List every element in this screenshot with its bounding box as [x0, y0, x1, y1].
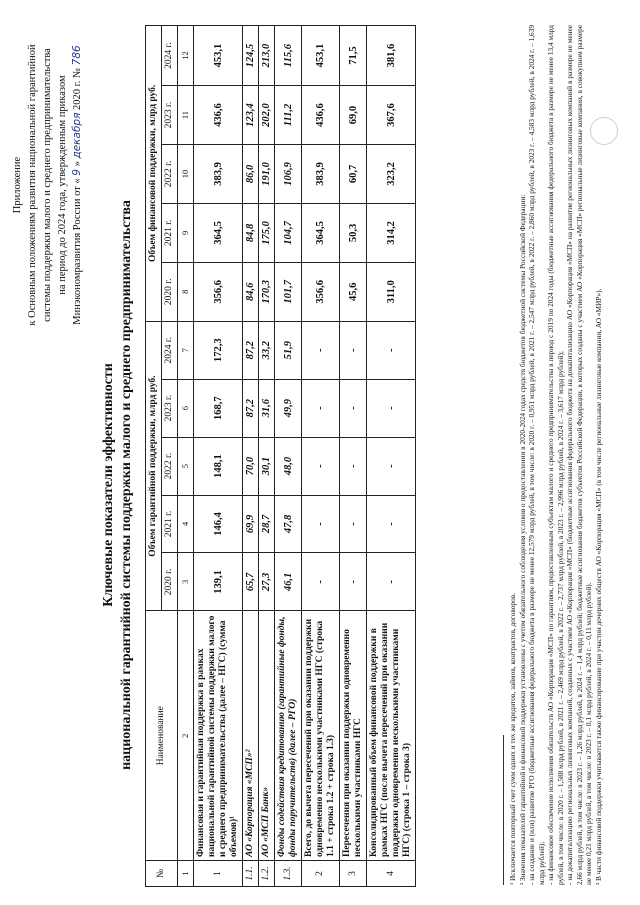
row-name: Всего, до вычета пересечений при оказании поддержки одновременно несколькими участниками НГС (строка 1.1 + строка 1.2 + строка 1.3): [302, 611, 340, 861]
guarantee-value-cell: -: [302, 495, 340, 553]
order-prefix: Минэкономразвития России от «: [72, 178, 83, 325]
financial-value-cell: 124,5: [243, 26, 259, 86]
table-row: [275, 26, 302, 887]
guarantee-value-cell: -: [367, 321, 416, 379]
row-number: 1.1.: [243, 861, 259, 887]
column-number: 1: [178, 861, 194, 887]
title-line-2: национальной гарантийной системы поддержки малого и среднего предпринимательства: [119, 200, 134, 770]
guarantee-value-cell: -: [340, 379, 367, 437]
guarantee-year-header: 2020 г.: [162, 553, 178, 611]
order-day: 9: [71, 169, 83, 176]
guarantee-value-cell: 28,7: [259, 495, 275, 553]
row-number: 3: [340, 861, 367, 887]
guarantee-value-cell: 33,2: [259, 321, 275, 379]
guarantee-value-cell: 146,4: [194, 495, 243, 553]
column-number: 5: [178, 437, 194, 495]
document-title: [100, 105, 136, 865]
row-number: 1: [194, 861, 243, 887]
guarantee-year-header: 2024 г.: [162, 321, 178, 379]
financial-value-cell: 69,0: [340, 86, 367, 145]
footnote-paragraph: - на создание и (или) развитие РГО (бюджетные ассигнования федерального бюджета в размере не менее 12,579 млрд рублей, в том числе: в 2020 г. – 0,951 млрд рублей, в 2021 г. – 2,547 млрд рублей, в 2022 г. – 2,860 млрд рублей, в 2023 г. – 4,583 млрд рублей, в 2024 г. – 1,639 млрд рублей);: [527, 25, 546, 885]
column-number: 12: [178, 26, 194, 86]
order-month: декабря: [71, 112, 83, 159]
column-number: 11: [178, 86, 194, 145]
title-line-1: Ключевые показатели эффективности: [101, 363, 116, 607]
guarantee-value-cell: -: [302, 437, 340, 495]
financial-year-header: 2024 г.: [162, 26, 178, 86]
table-colnum-row: [178, 26, 194, 887]
financial-value-cell: 323,2: [367, 144, 416, 203]
row-name: АО «МСП Банк»: [259, 611, 275, 861]
appendix-line-3: на период до 2024 года, утвержденным приказом: [57, 75, 68, 295]
financial-value-cell: 191,0: [259, 144, 275, 203]
column-number: 6: [178, 379, 194, 437]
guarantee-value-cell: 148,1: [194, 437, 243, 495]
header-financial-group: Объем финансовой поддержки, млрд руб.: [146, 26, 162, 322]
row-name: Фонды содействия кредитованию (гарантийные фонды, фонды поручительств) (далее – РГО): [275, 611, 302, 861]
row-number: 4: [367, 861, 416, 887]
financial-value-cell: 175,0: [259, 203, 275, 262]
table-header-row: [146, 26, 162, 887]
guarantee-value-cell: -: [302, 553, 340, 611]
guarantee-value-cell: -: [340, 321, 367, 379]
table-row: [367, 26, 416, 887]
guarantee-year-header: 2021 г.: [162, 495, 178, 553]
guarantee-value-cell: -: [302, 379, 340, 437]
guarantee-value-cell: 70,0: [243, 437, 259, 495]
appendix-line-1: к Основным положениям развития национальной гарантийной: [27, 44, 38, 326]
table-body: [194, 26, 416, 887]
footnote-paragraph: - на докапитализацию региональных лизинговых компаний, созданных с участием АО «Корпорация «МСП» (бюджетные ассигнования федерального бюджета на докапитализацию АО «Корпорация «МСП» на развитие региональных лизинговых компаний в размере не менее 2,66 млрд рублей, в том числе: в 2023 г. – 1,26 млрд рублей, в 2024 г. – 1,4 млрд рублей; бюджетные ассигнования бюджетов субъектов Российской Федерации, в которых созданы с участием АО «Корпорация «МСП» региональные лизинговые компании, в совокупном размере не менее 0,21 млрд рублей, в том числе: в 2023 г. – 0,1 млрд рублей, в 2024 г. – 0,11 млрд рублей).: [565, 25, 593, 885]
financial-value-cell: 356,6: [194, 262, 243, 321]
guarantee-value-cell: 139,1: [194, 553, 243, 611]
guarantee-year-header: 2023 г.: [162, 379, 178, 437]
row-number: 1.3.: [275, 861, 302, 887]
row-number: 2: [302, 861, 340, 887]
financial-year-header: 2020 г.: [162, 262, 178, 321]
financial-value-cell: 111,2: [275, 86, 302, 145]
guarantee-year-header: 2022 г.: [162, 437, 178, 495]
financial-value-cell: 364,5: [302, 203, 340, 262]
guarantee-value-cell: -: [367, 437, 416, 495]
financial-year-header: 2023 г.: [162, 86, 178, 145]
financial-value-cell: 364,5: [194, 203, 243, 262]
financial-value-cell: 356,6: [302, 262, 340, 321]
header-guarantee-group: Объем гарантийной поддержки, млрд руб.: [146, 321, 162, 611]
guarantee-value-cell: 172,3: [194, 321, 243, 379]
financial-value-cell: 123,4: [243, 86, 259, 145]
financial-value-cell: 84,8: [243, 203, 259, 262]
guarantee-value-cell: -: [367, 553, 416, 611]
financial-value-cell: 86,0: [243, 144, 259, 203]
appendix-line-4: [70, 25, 85, 345]
column-number: 4: [178, 495, 194, 553]
footnote-paragraph: - на финансовое обеспечение исполнения обязательств АО «Корпорация «МСП» по гарантиям, предоставленным субъектам малого и среднего предпринимательства в период с 2019 по 2024 годы (бюджетные ассигнования федерального бюджета в размере не менее 13,4 млрд рублей, в том числе: в 2020 г. – 1,588 млрд рублей, в 2021 г. – 2,469 млрд рублей, в 2022 г. – 2,737 млрд рублей, в 2023 г. – 2,996 млрд рублей, в 2024 г. – 3,617 млрд рублей);: [546, 25, 565, 885]
column-number: 8: [178, 262, 194, 321]
column-number: 3: [178, 553, 194, 611]
financial-value-cell: 314,2: [367, 203, 416, 262]
order-number: 786: [71, 45, 83, 66]
footnote-paragraph: ² Значения показателей гарантийной и финансовой поддержки установлены с учетом обязательного соблюдения условия о предоставлении в 2020-2024 годах средств бюджетов бюджетной системы Российской Федерации:: [517, 194, 527, 885]
row-name: Консолидированный объем финансовой поддержки в рамках НГС (после вычета пересечений при оказании поддержки одновременно несколькими участниками НГС) (строка 1 – строка 3): [367, 611, 416, 861]
table-row: [259, 26, 275, 887]
table-row: [243, 26, 259, 887]
financial-value-cell: 453,1: [194, 26, 243, 86]
footnote-paragraph: ¹ Исключается повторный счет сумм одних и тех же кредитов, займов, контрактов, договоров.: [508, 593, 517, 885]
appendix-line-2: системы поддержки малого и среднего предпринимательства: [42, 48, 53, 322]
row-number: 1.2.: [259, 861, 275, 887]
appendix-header: [10, 25, 85, 345]
column-number: 10: [178, 144, 194, 203]
financial-value-cell: 453,1: [302, 26, 340, 86]
row-name: Пересечения при оказании поддержки одновременно несколькими участниками НГС: [340, 611, 367, 861]
financial-value-cell: 106,9: [275, 144, 302, 203]
guarantee-value-cell: 48,0: [275, 437, 302, 495]
guarantee-value-cell: -: [367, 495, 416, 553]
guarantee-value-cell: 46,1: [275, 553, 302, 611]
financial-value-cell: 115,6: [275, 26, 302, 86]
kpi-table: [145, 25, 416, 887]
guarantee-value-cell: 30,1: [259, 437, 275, 495]
order-mid: »: [72, 161, 83, 167]
guarantee-value-cell: 168,7: [194, 379, 243, 437]
appendix-label: Приложение: [12, 156, 23, 214]
financial-value-cell: 367,6: [367, 86, 416, 145]
column-number: 7: [178, 321, 194, 379]
table-row: [340, 26, 367, 887]
table-row: [194, 26, 243, 887]
financial-value-cell: 436,6: [302, 86, 340, 145]
hole-punch-mark: [590, 117, 618, 145]
order-year-no: 2020 г. №: [72, 67, 83, 110]
financial-year-header: 2021 г.: [162, 203, 178, 262]
footnote-divider: [503, 735, 504, 885]
guarantee-value-cell: -: [340, 437, 367, 495]
header-no: №: [146, 861, 178, 887]
guarantee-value-cell: 65,7: [243, 553, 259, 611]
guarantee-value-cell: -: [367, 379, 416, 437]
guarantee-value-cell: 87,2: [243, 321, 259, 379]
financial-value-cell: 84,6: [243, 262, 259, 321]
financial-value-cell: 311,0: [367, 262, 416, 321]
guarantee-value-cell: 47,8: [275, 495, 302, 553]
column-number: 9: [178, 203, 194, 262]
financial-value-cell: 213,0: [259, 26, 275, 86]
guarantee-value-cell: 51,9: [275, 321, 302, 379]
financial-value-cell: 436,6: [194, 86, 243, 145]
guarantee-value-cell: -: [340, 495, 367, 553]
financial-value-cell: 101,7: [275, 262, 302, 321]
guarantee-value-cell: 69,9: [243, 495, 259, 553]
financial-value-cell: 104,7: [275, 203, 302, 262]
financial-value-cell: 60,7: [340, 144, 367, 203]
financial-value-cell: 383,9: [302, 144, 340, 203]
header-name: Наименование: [146, 611, 178, 861]
row-name: Финансовая и гарантийная поддержка в рамках национальной гарантийной системы поддержки малого и среднего предпринимательства (далее – НГС) (сумма объемов)¹: [194, 611, 243, 861]
financial-year-header: 2022 г.: [162, 144, 178, 203]
financial-value-cell: 202,0: [259, 86, 275, 145]
guarantee-value-cell: 49,9: [275, 379, 302, 437]
financial-value-cell: 381,6: [367, 26, 416, 86]
financial-value-cell: 383,9: [194, 144, 243, 203]
guarantee-value-cell: 27,3: [259, 553, 275, 611]
financial-value-cell: 50,3: [340, 203, 367, 262]
column-number: 2: [178, 611, 194, 861]
row-name: АО «Корпорация «МСП»²: [243, 611, 259, 861]
guarantee-value-cell: -: [340, 553, 367, 611]
table-row: [302, 26, 340, 887]
guarantee-value-cell: -: [302, 321, 340, 379]
guarantee-value-cell: 31,6: [259, 379, 275, 437]
footnotes: [508, 25, 603, 885]
financial-value-cell: 45,6: [340, 262, 367, 321]
footnote-paragraph: ³ В части финансовой поддержки учитывается также финансирование при участии дочерних обществ АО «Корпорация «МСП» (в том числе региональные лизинговые компании, АО «МИР»).: [593, 288, 603, 885]
guarantee-value-cell: 87,2: [243, 379, 259, 437]
financial-value-cell: 71,5: [340, 26, 367, 86]
financial-value-cell: 170,3: [259, 262, 275, 321]
